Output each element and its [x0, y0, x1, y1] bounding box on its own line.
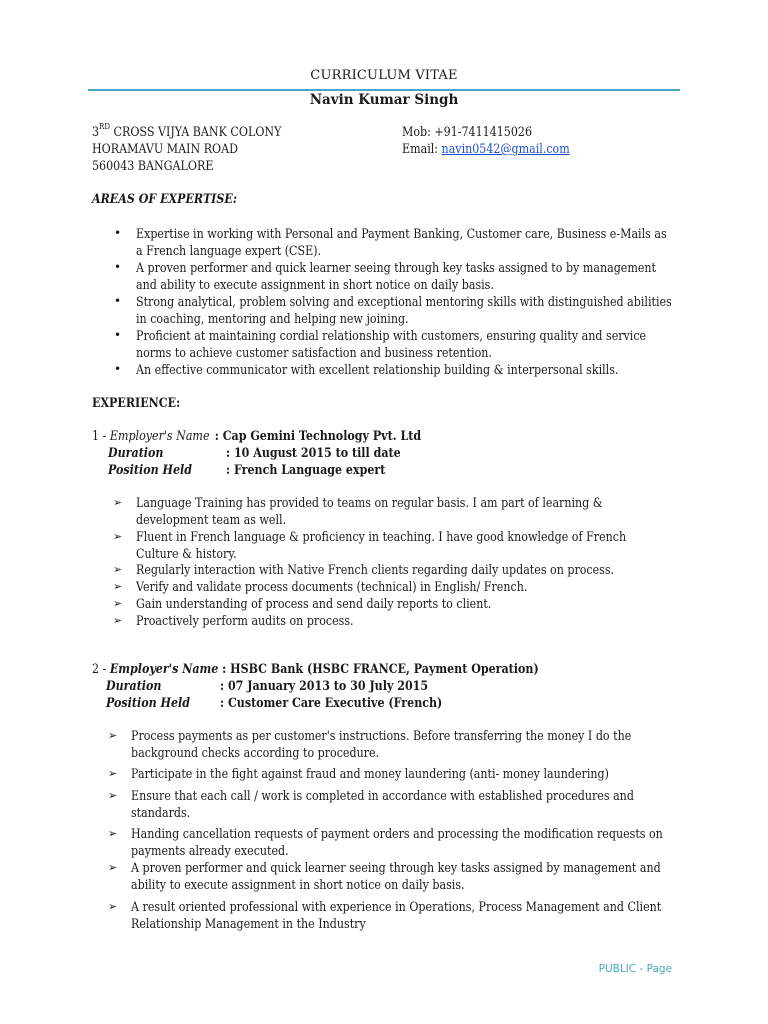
job-1-position: : French Language expert [226, 462, 386, 477]
job-1-duty: Gain understanding of process and send daily reports to client. [136, 596, 492, 611]
expertise-item: A proven performer and quick learner seeing through key tasks assigned to by management and ability to execute assignment in short notice on daily basis. [136, 260, 657, 292]
expertise-item: Expertise in working with Personal and Payment Banking, Customer care, Business e-Mails as a French language expert (CSE). [136, 226, 667, 258]
arrow-bullet-icon: ➢ [113, 496, 123, 509]
address-line-1: 3RD CROSS VIJYA BANK COLONY [92, 122, 282, 139]
email-line: Email: navin0542@gmail.com [402, 141, 570, 156]
candidate-name: Navin Kumar Singh [309, 92, 459, 108]
arrow-bullet-icon: ➢ [113, 563, 123, 576]
address-line-3: 560043 BANGALORE [92, 158, 214, 173]
job-2-duty: Handing cancellation requests of payment orders and processing the modification requests on payments already executed. [131, 826, 663, 858]
expertise-item: Strong analytical, problem solving and exceptional mentoring skills with distinguished abilities in coaching, mentoring and helping new joining. [136, 294, 672, 326]
job-2-duty: Process payments as per customer's instructions. Before transferring the money I do the background checks according to procedure. [131, 728, 632, 760]
bullet-dot-icon: • [114, 226, 122, 240]
expertise-item: An effective communicator with excellent relationship building & interpersonal skills. [136, 362, 619, 377]
document-title: CURRICULUM VITAE [310, 68, 458, 83]
arrow-bullet-icon: ➢ [108, 900, 118, 913]
job-1-duty: Proactively perform audits on process. [136, 613, 354, 628]
job-2-employer: 2 - Employer's Name : HSBC Bank (HSBC FRANCE, Payment Operation) [92, 661, 539, 676]
mobile-number: Mob: +91-7411415026 [402, 124, 533, 139]
job-2-position-label: Position Held [106, 695, 190, 710]
job-2-duty: A proven performer and quick learner seeing through key tasks assigned by management and ability to execute assignment in short notice on daily basis. [131, 860, 661, 892]
title-divider [88, 89, 680, 91]
address-line-2: HORAMAVU MAIN ROAD [92, 141, 239, 156]
job-1-duty: Verify and validate process documents (technical) in English/ French. [136, 579, 528, 594]
job-2-duration: : 07 January 2013 to 30 July 2015 [220, 678, 429, 693]
job-2-position: : Customer Care Executive (French) [220, 695, 443, 710]
bullet-dot-icon: • [114, 260, 122, 274]
job-1-position-label: Position Held [108, 462, 192, 477]
arrow-bullet-icon: ➢ [108, 827, 118, 840]
arrow-bullet-icon: ➢ [108, 767, 118, 780]
bullet-dot-icon: • [114, 328, 122, 342]
job-1-duration: : 10 August 2015 to till date [226, 445, 401, 460]
arrow-bullet-icon: ➢ [113, 597, 123, 610]
arrow-bullet-icon: ➢ [113, 530, 123, 543]
expertise-item: Proficient at maintaining cordial relationship with customers, ensuring quality and service norms to achieve customer satisfaction and business retention. [136, 328, 647, 360]
job-1-duty: Language Training has provided to teams on regular basis. I am part of learning & development team as well. [136, 495, 603, 527]
job-1-duty: Fluent in French language & proficiency in teaching. I have good knowledge of French Culture & history. [136, 529, 627, 561]
page-footer: PUBLIC - Page [598, 963, 672, 975]
job-1-employer: 1 - Employer's Name : Cap Gemini Technology Pvt. Ltd [92, 428, 422, 443]
arrow-bullet-icon: ➢ [108, 861, 118, 874]
job-2-duty: Participate in the fight against fraud and money laundering (anti- money laundering) [131, 766, 609, 781]
bullet-dot-icon: • [114, 362, 122, 376]
job-2-duty: Ensure that each call / work is completed in accordance with established procedures and standards. [131, 788, 634, 820]
job-1-duration-label: Duration [108, 445, 164, 460]
arrow-bullet-icon: ➢ [108, 729, 118, 742]
experience-heading: EXPERIENCE: [92, 395, 181, 410]
email-link[interactable]: navin0542@gmail.com [441, 141, 570, 156]
expertise-heading: AREAS OF EXPERTISE: [92, 191, 237, 206]
bullet-dot-icon: • [114, 294, 122, 308]
arrow-bullet-icon: ➢ [108, 789, 118, 802]
job-2-duration-label: Duration [106, 678, 162, 693]
arrow-bullet-icon: ➢ [113, 614, 123, 627]
job-1-duty: Regularly interaction with Native French clients regarding daily updates on process. [136, 562, 615, 577]
arrow-bullet-icon: ➢ [113, 580, 123, 593]
job-2-duty: A result oriented professional with experience in Operations, Process Management and Client Relationship Management in the Industry [131, 899, 662, 931]
